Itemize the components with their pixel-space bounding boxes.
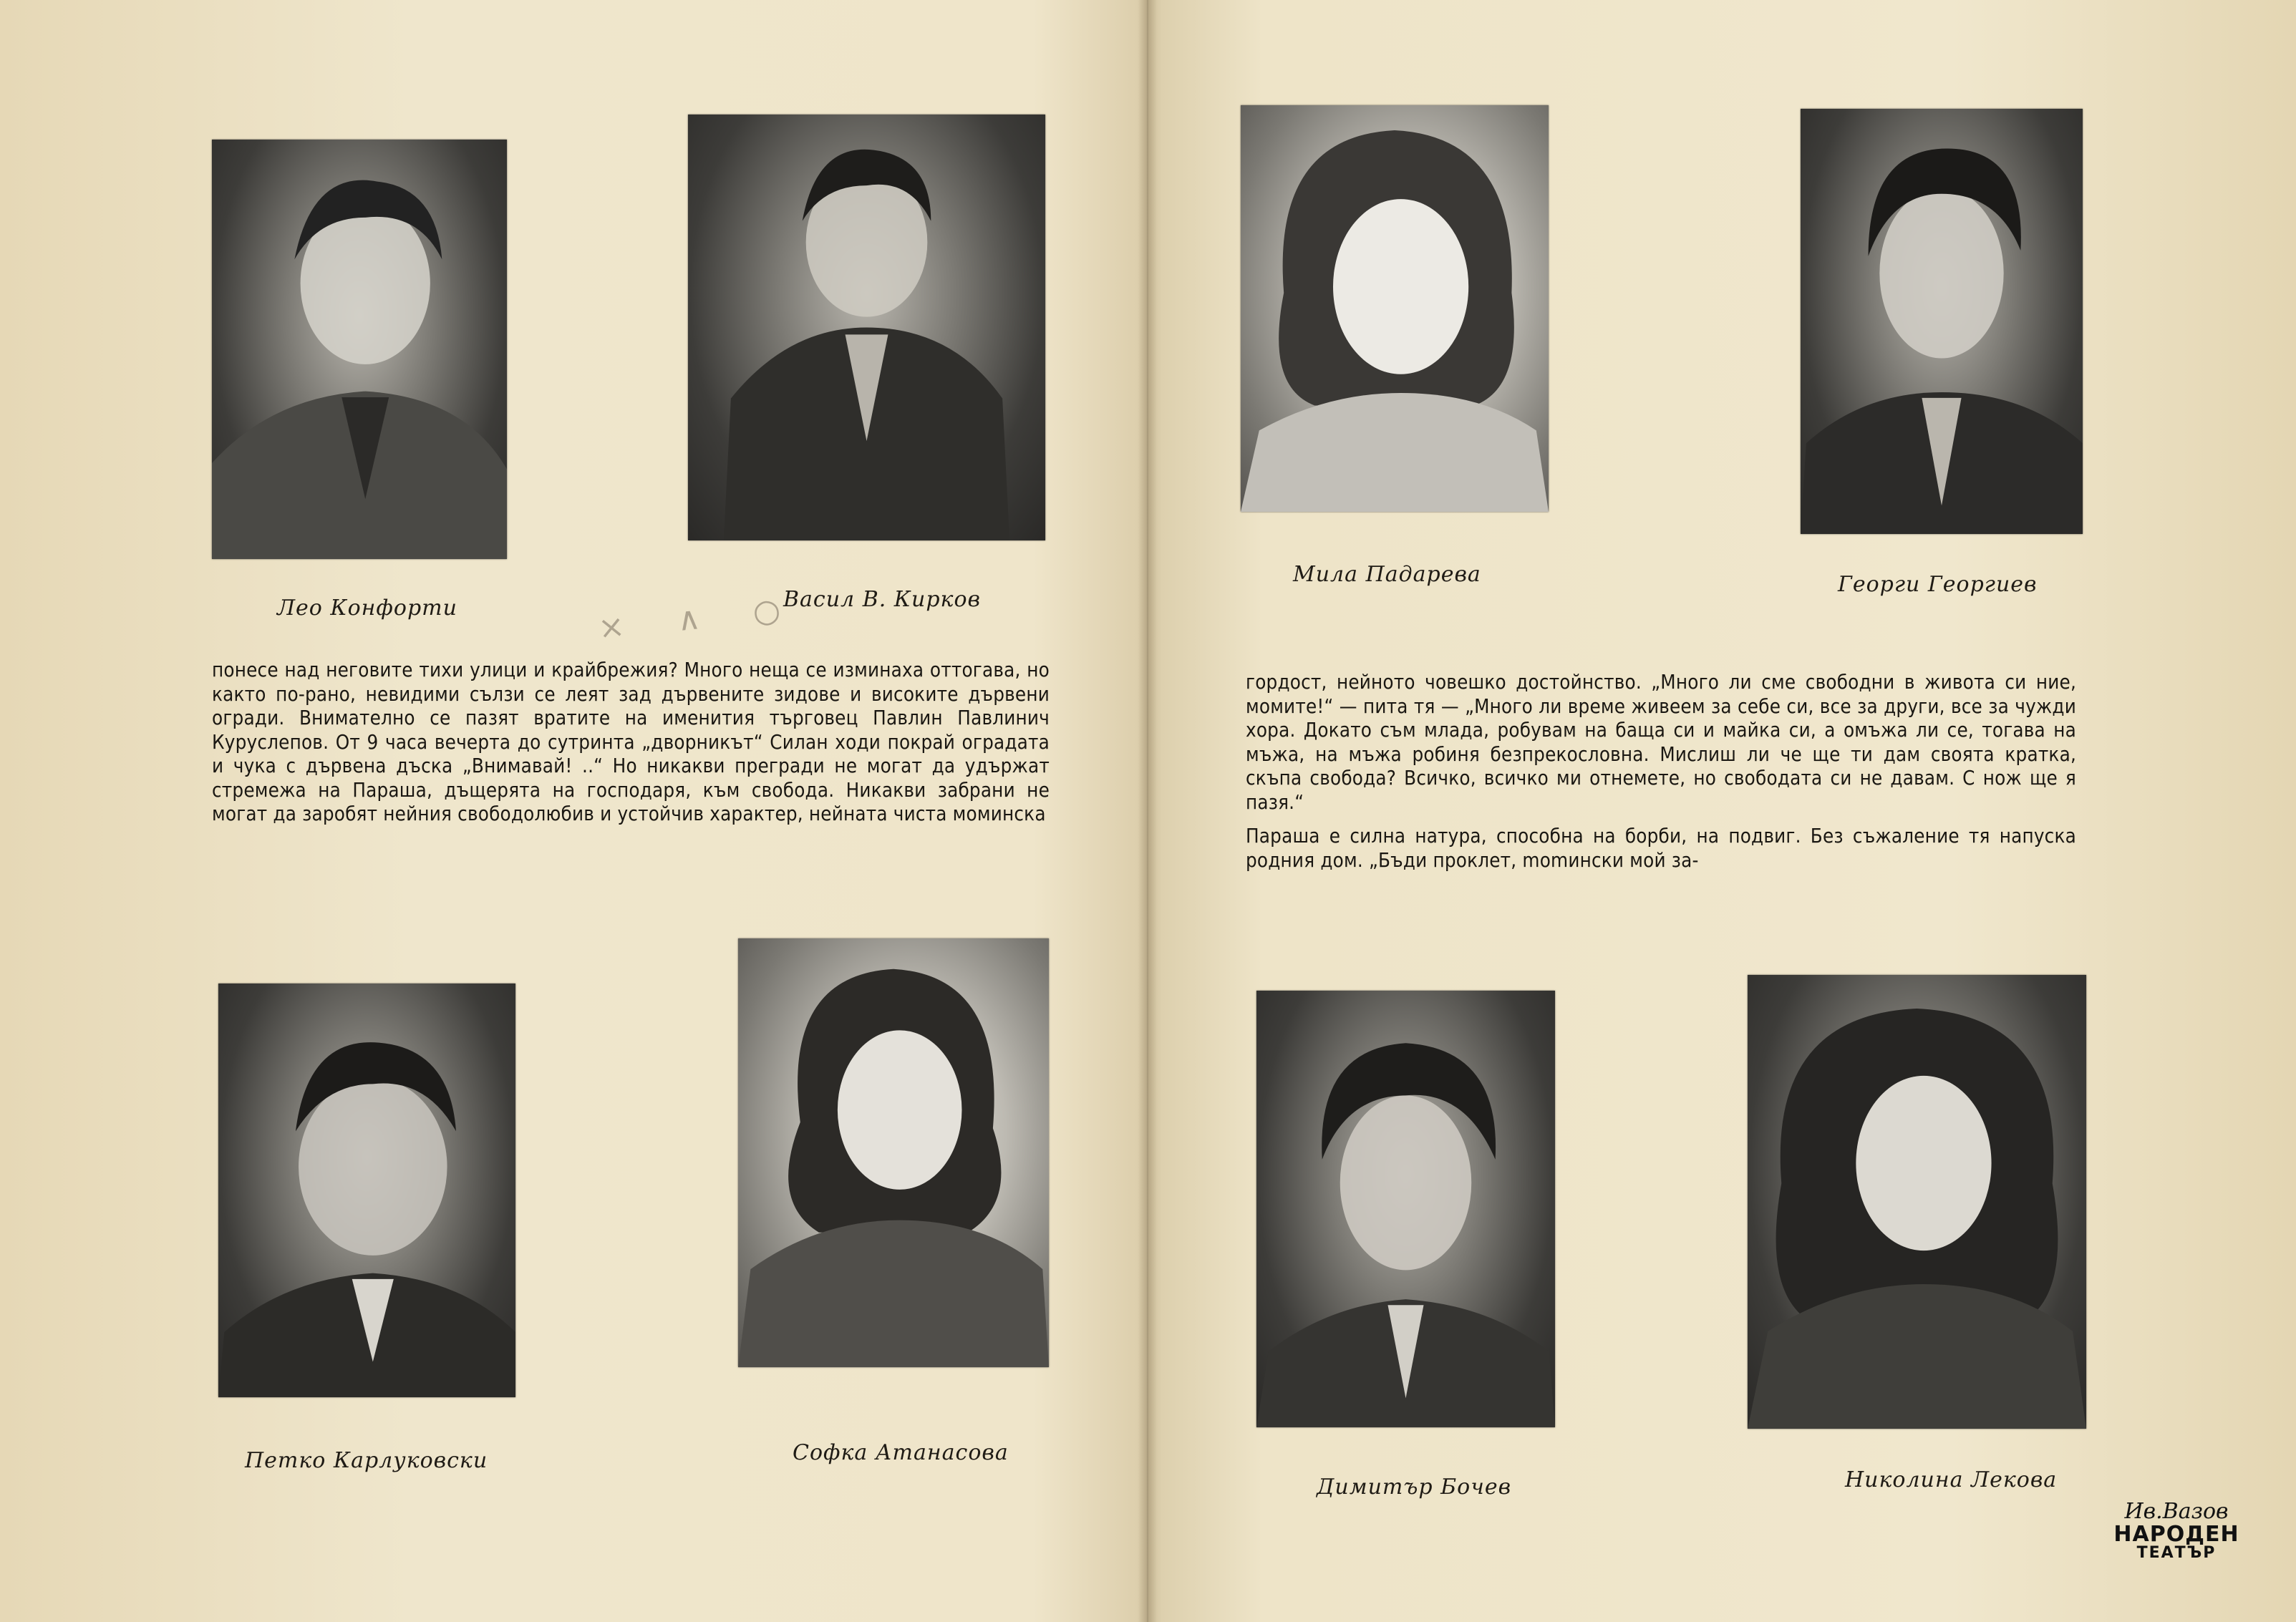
portrait-silhouette	[1256, 991, 1555, 1427]
theatre-logo-stamp	[2098, 1500, 2255, 1578]
portrait-photo	[738, 938, 1049, 1367]
body-text	[1246, 671, 2076, 873]
portrait-caption: Георги Георгиев	[1838, 572, 2038, 597]
portrait-silhouette	[1801, 109, 2083, 534]
left-page	[0, 0, 1145, 1622]
portrait-silhouette	[688, 115, 1045, 540]
portrait-photo	[212, 140, 507, 559]
portrait-caption: Николина Лекова	[1845, 1467, 2058, 1492]
body-text	[212, 659, 1050, 827]
portrait-photo	[1748, 975, 2086, 1429]
portrait-caption: Мила Падарева	[1293, 562, 1481, 587]
portrait-silhouette	[738, 938, 1049, 1367]
portrait-caption: Димитър Бочев	[1317, 1475, 1512, 1500]
portrait-photo	[218, 984, 515, 1397]
stamp-line1: НАРОДЕН	[2113, 1522, 2239, 1547]
portrait-photo	[1256, 991, 1555, 1427]
portrait-photo	[1801, 109, 2083, 534]
stamp-script: Ив.Вазов	[2124, 1499, 2229, 1524]
portrait-silhouette	[1748, 975, 2086, 1429]
portrait-caption: Лео Конфорти	[277, 596, 457, 621]
portrait-caption: Софка Атанасова	[793, 1440, 1009, 1465]
portrait-silhouette	[1241, 105, 1549, 512]
portrait-photo	[1241, 105, 1549, 512]
stamp-line2: ТЕАТЪР	[2136, 1544, 2217, 1562]
paragraph: понесе над неговите тихи улици и крайбрежия? Много неща се изминаха оттогава, но както по-рано, невидими сълзи се леят зад дървените зидове и високите дървени огради. Внимателно се пазят вратите на именития търговец Павлин Павлинич Куруслепов. От 9 часа вечерта до сутринта „дворникът“ Силан ходи покрай оградата и чука с дървена дъска „Внимавай! ..“ Но никакви прегради не могат да удържат стремежа на Параша, дъщерята на господаря, към свобода. Никакви забрани не могат да заробят нейния свободолюбив и устойчив характер, нейната чиста моминска	[212, 659, 1050, 825]
portrait-photo	[688, 115, 1045, 540]
paragraph: гордост, нейното човешко достойнство. „Много ли сме свободни в живота си ние, момите!“ — пита тя — „Много ли време живеем за себе си, все за други, все за чужди хора. Докато съм млада, робувам на баща си и майка си, а омъжа ли се, тогава на мъжа, на мъжа робиня безпрекословна. Мислиш ли че ще ти дам своята кратка, скъпа свобода? Всичко, всичко ми отнемете, но свободата си не давам. С нож ще я пазя.“	[1246, 671, 2076, 814]
paragraph: Параша е силна натура, способна на борби, на подвиг. Без съжаление тя напуска родния дом. „Бъди проклет, momински мой за-	[1246, 825, 2076, 872]
portrait-caption: Васил В. Кирков	[783, 587, 981, 612]
portrait-silhouette	[212, 140, 507, 559]
right-page	[1151, 0, 2296, 1622]
portrait-caption: Петко Карлуковски	[245, 1448, 488, 1473]
portrait-silhouette	[218, 984, 515, 1397]
pencil-mark: × ∧ ○	[596, 589, 804, 647]
